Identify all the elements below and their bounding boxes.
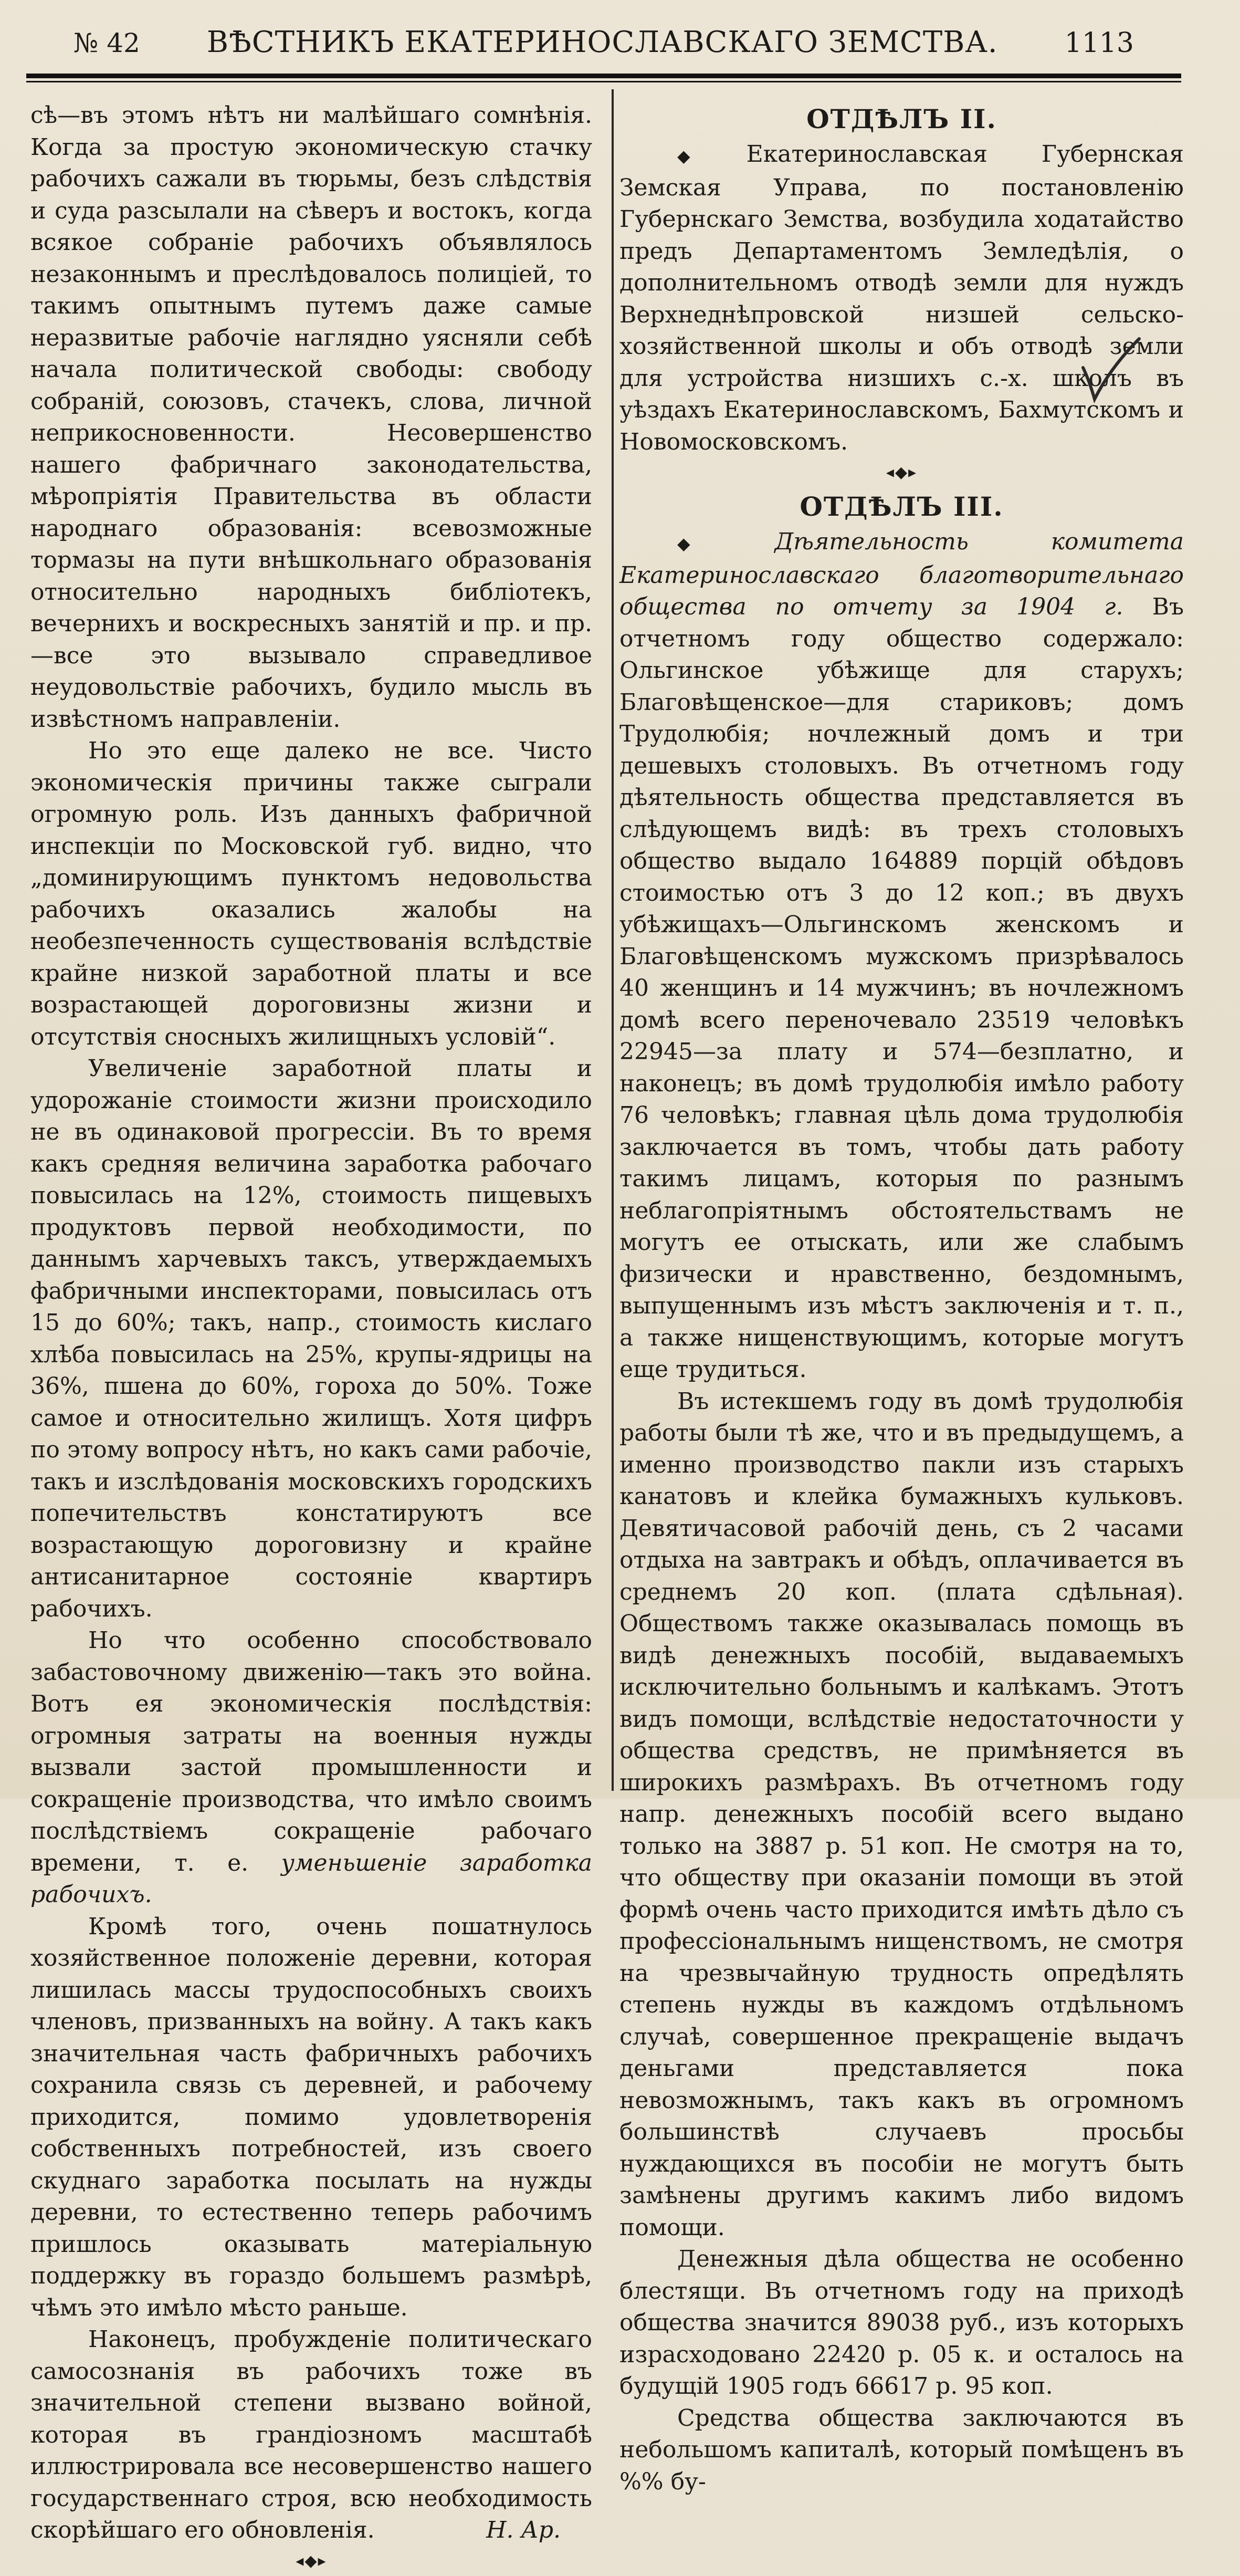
paragraph: Но это еще далеко не все. Чисто экономическія причины также сыграли огромную роль. Изъ данныхъ фабричной инспекціи по Московской губ. видно, что „доминирующимъ пунктомъ недовольства рабочихъ оказались жалобы на необезпеченность существованія вслѣдствіе крайне низкой заработной платы и все возрастающей дороговизны жизни и отсутствія сносныхъ жилищныхъ условій“. [30, 737, 592, 1050]
paragraph: Денежныя дѣла общества не особенно блестящи. Въ отчетномъ году на приходѣ общества значится 89038 руб., изъ которыхъ израсходовано 22420 р. 05 к. и осталось на будущій 1905 годъ 66617 р. 95 коп. [619, 2246, 1184, 2400]
header-rule-thick [26, 74, 1181, 78]
header-rule-thin [26, 81, 1181, 82]
bullet-icon: ◆ [677, 534, 765, 554]
paragraph: Увеличеніе заработной платы и удорожаніе стоимости жизни происходило не въ одинаковой прогрессіи. Въ то время какъ средняя величина заработка рабочаго повысилась на 12%, стоимость пищевыхъ продуктовъ первой необходимости, по даннымъ харчевыхъ таксъ, утверждаемыхъ фабричными инспекторами, повысилась отъ 15 до 60%; такъ, напр., стоимость кислаго хлѣба повысилась на 25%, крупы-ядрицы на 36%, пшена до 60%, гороха до 50%. Тоже самое и относительно жилищъ. Хотя цифръ по этому вопросу нѣтъ, но какъ сами рабочіе, такъ и изслѣдованія московскихъ городскихъ попечительствъ констатируютъ все возрастающую дороговизну и крайне антисанитарное состояніе квартиръ рабочихъ. [30, 1055, 592, 1622]
paragraph: Кромѣ того, очень пошатнулось хозяйственное положеніе деревни, которая лишилась массы трудоспособныхъ своихъ членовъ, призванныхъ на войну. А такъ какъ значительная часть фабричныхъ рабочихъ сохранила связь съ деревней, и рабочему приходится, помимо удовлетворенія собственныхъ потребностей, изъ своего скуднаго заработка посылать на нужды деревни, то естественно теперь рабочимъ пришлось оказывать матеріальную поддержку въ гораздо большемъ размѣрѣ, чѣмъ это имѣло мѣсто раньше. [30, 1913, 592, 2321]
section-2-title: ОТДѢЛЪ II. [806, 103, 997, 134]
paragraph [619, 526, 1184, 1386]
left-column [30, 100, 592, 2576]
paragraph-text: Наконецъ, пробужденіе политическаго самосознанія въ рабочихъ тоже въ значительной степени вызвано войной, которая въ грандіозномъ масштабѣ иллюстрировала все несовершенство нашего государственнаго строя, всю необходимость скорѣйшаго его обновленія. [30, 2326, 592, 2543]
journal-title: ВѢСТНИКЪ ЕКАТЕРИНОСЛАВСКАГО ЗЕМСТВА. [206, 25, 998, 59]
bullet-icon: ◆ [677, 146, 737, 166]
divider-ornament: ◂◆▸ [886, 463, 918, 482]
section-3-title: ОТДѢЛЪ III. [800, 491, 1004, 522]
paragraph [30, 2324, 592, 2547]
column-divider [612, 89, 614, 1791]
paragraph: Средства общества заключаются въ небольшомъ капиталѣ, который помѣщенъ въ %% бу- [619, 2404, 1184, 2495]
italic-heading: Дѣятельность комитета Екатеринославскаго благотворительнаго общества по отчету за 1904 г. [619, 528, 1184, 620]
section-2-text [619, 139, 1184, 458]
issue-number: № 42 [73, 28, 140, 58]
paragraph-text: Екатеринославская Губернская Земская Управа, по постановленію Губернскаго Земства, возбудила ходатайство предъ Департаментомъ Земледѣлія, о дополнительномъ отводѣ земли для нуждъ Верхнеднѣпровской низшей сельско-хозяйственной школы и объ отводѣ земли для устройства низшихъ с.-х. школъ въ уѣздахъ Екатеринославскомъ, Бахмутскомъ и Новомосковскомъ. [619, 141, 1184, 455]
end-ornament: ◂◆▸ [296, 2551, 327, 2570]
handwritten-check-mark [1079, 336, 1142, 404]
author-signature: Н. Ар. [486, 2517, 561, 2543]
italic-emphasis: уменьшеніе заработка рабочихъ. [30, 1849, 592, 1908]
paragraph: Въ истекшемъ году въ домѣ трудолюбія работы были тѣ же, что и въ предыдущемъ, а именно производство пакли изъ старыхъ канатовъ и клейка бумажныхъ кульковъ. Девятичасовой рабочій день, съ 2 часами отдыха на завтракъ и обѣдъ, оплачивается въ среднемъ 20 коп. (плата сдѣльная). Обществомъ также оказывалась помощь въ видѣ денежныхъ пособій, выдаваемыхъ исключительно больнымъ и калѣкамъ. Этотъ видъ помощи, вслѣдствіе недостаточности у общества средствъ, не примѣняется въ широкихъ размѣрахъ. Въ отчетномъ году напр. денежныхъ пособій всего выдано только на 3887 р. 51 коп. Не смотря на то, что обществу при оказаніи помощи въ этой формѣ очень часто приходится имѣть дѣло съ профессіональнымъ нищенствомъ, не смотря на чрезвычайную трудность опредѣлять степень нужды въ каждомъ отдѣльномъ случаѣ, совершенное прекращеніе выдачъ деньгами представляется пока невозможнымъ, такъ какъ въ огромномъ большинствѣ случаевъ просьбы нуждающихся въ пособіи не могутъ быть замѣнены другимъ какимъ либо видомъ помощи. [619, 1388, 1184, 2241]
right-column [619, 100, 1184, 2498]
paragraph-text: Въ отчетномъ году общество содержало: Ольгинское убѣжище для старухъ; Благовѣщенское—для стариковъ; домъ Трудолюбія; ночлежный домъ и три дешевыхъ столовыхъ. Въ отчетномъ году дѣятельность общества представляется въ слѣдующемъ видѣ: въ трехъ столовыхъ общество выдало 164889 порцій обѣдовъ стоимостью отъ 3 до 12 коп.; въ двухъ убѣжищахъ—Ольгинскомъ женскомъ и Благовѣщенскомъ мужскомъ призрѣвалось 40 женщинъ и 14 мужчинъ; въ ночлежномъ домѣ всего переночевало 23519 человѣкъ 22945—за плату и 574—безплатно, и наконецъ; въ домѣ трудолюбія имѣло работу 76 человѣкъ; главная цѣль дома трудолюбія заключается въ томъ, чтобы дать работу такимъ лицамъ, которыя по разнымъ неблагопріятнымъ обстоятельствамъ не могутъ ее отыскать, или же слабымъ физически и нравственно, бездомнымъ, выпущеннымъ изъ мѣстъ заключенія и т. п., а также нищенствующимъ, которые могутъ еще трудиться. [619, 593, 1184, 1383]
paragraph [30, 1625, 592, 1911]
page-number: 1113 [1064, 27, 1134, 59]
paragraph-text: Но что особенно способствовало забастовочному движенію—такъ это война. Вотъ ея экономическія послѣдствія: огромныя затраты на военныя нужды вызвали застой промышленности и сокращеніе производства, что имѣло своимъ послѣдствіемъ сокращеніе рабочаго времени, т. е. [30, 1627, 592, 1876]
paragraph: сѣ—въ этомъ нѣтъ ни малѣйшаго сомнѣнія. Когда за простую экономическую стачку рабочихъ сажали въ тюрьмы, безъ слѣдствія и суда разсылали на сѣверъ и востокъ, когда всякое собраніе рабочихъ объявлялось незаконнымъ и преслѣдовалось полиціей, то такимъ опытнымъ путемъ даже самые неразвитые рабочіе наглядно уясняли себѣ начала политической свободы: свободу собраній, союзовъ, стачекъ, слова, личной неприкосновенности. Несовершенство нашего фабричнаго законодательства, мѣропріятія Правительства въ области народнаго образованія: всевозможные тормазы на пути внѣшкольнаго образованія относительно народныхъ библіотекъ, вечернихъ и воскресныхъ занятій и пр. и пр.—все это вызывало справедливое неудовольствіе рабочихъ, будило мысль въ извѣстномъ направленіи. [30, 102, 592, 733]
page-header [73, 25, 1134, 67]
